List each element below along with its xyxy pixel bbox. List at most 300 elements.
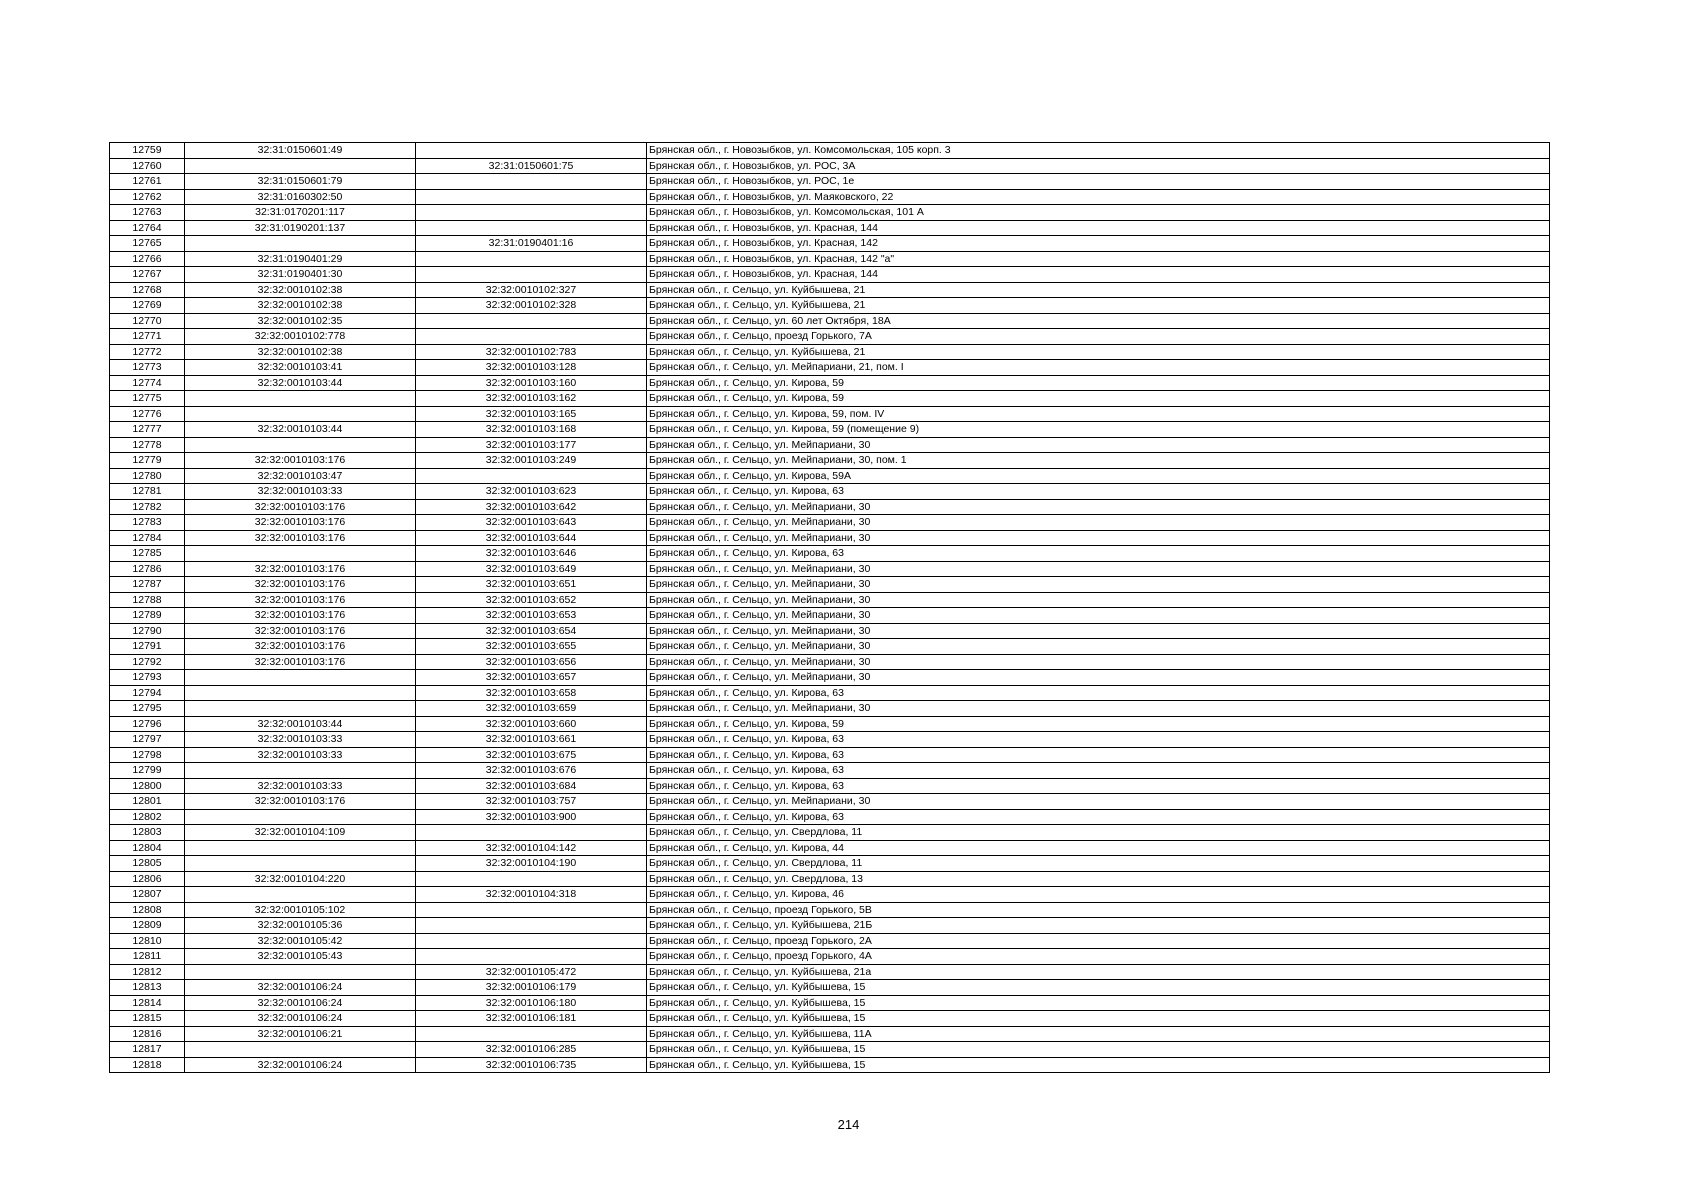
- cadastral-object-cell: 32:32:0010102:328: [416, 298, 647, 314]
- row-number-cell: 12769: [110, 298, 185, 314]
- cadastral-parcel-cell: 32:32:0010106:24: [185, 1011, 416, 1027]
- cadastral-object-cell: 32:31:0190401:16: [416, 236, 647, 252]
- address-cell: Брянская обл., г. Сельцо, проезд Горького, 5В: [647, 902, 1550, 918]
- cadastral-parcel-cell: 32:32:0010103:176: [185, 639, 416, 655]
- row-number-cell: 12817: [110, 1042, 185, 1058]
- cadastral-parcel-cell: 32:31:0150601:79: [185, 174, 416, 190]
- cadastral-parcel-cell: [185, 158, 416, 174]
- row-number-cell: 12802: [110, 809, 185, 825]
- cadastral-parcel-cell: 32:32:0010103:33: [185, 778, 416, 794]
- cadastral-parcel-cell: 32:32:0010102:38: [185, 298, 416, 314]
- row-number-cell: 12792: [110, 654, 185, 670]
- cadastral-object-cell: [416, 205, 647, 221]
- table-row: [110, 747, 1550, 763]
- table-row: [110, 205, 1550, 221]
- table-row: [110, 158, 1550, 174]
- cadastral-object-cell: [416, 825, 647, 841]
- cadastral-parcel-cell: 32:32:0010103:176: [185, 654, 416, 670]
- row-number-cell: 12803: [110, 825, 185, 841]
- cadastral-object-cell: 32:32:0010106:285: [416, 1042, 647, 1058]
- address-cell: Брянская обл., г. Новозыбков, ул. Комсомольская, 101 А: [647, 205, 1550, 221]
- cadastral-parcel-cell: 32:32:0010103:33: [185, 732, 416, 748]
- cadastral-object-cell: 32:32:0010106:181: [416, 1011, 647, 1027]
- cadastral-parcel-cell: [185, 236, 416, 252]
- cadastral-object-cell: 32:32:0010103:653: [416, 608, 647, 624]
- row-number-cell: 12761: [110, 174, 185, 190]
- table-row: [110, 189, 1550, 205]
- table-row: [110, 980, 1550, 996]
- cadastral-object-cell: 32:32:0010105:472: [416, 964, 647, 980]
- table-row: [110, 437, 1550, 453]
- page-number: 214: [837, 1117, 860, 1132]
- cadastral-object-cell: [416, 329, 647, 345]
- cadastral-object-cell: [416, 174, 647, 190]
- table-row: [110, 809, 1550, 825]
- table-row: [110, 825, 1550, 841]
- table-row: [110, 422, 1550, 438]
- row-number-cell: 12795: [110, 701, 185, 717]
- cadastral-object-cell: 32:32:0010103:684: [416, 778, 647, 794]
- cadastral-parcel-cell: 32:32:0010103:176: [185, 515, 416, 531]
- row-number-cell: 12796: [110, 716, 185, 732]
- row-number-cell: 12768: [110, 282, 185, 298]
- row-number-cell: 12809: [110, 918, 185, 934]
- row-number-cell: 12772: [110, 344, 185, 360]
- table-row: [110, 887, 1550, 903]
- table-row: [110, 995, 1550, 1011]
- row-number-cell: 12764: [110, 220, 185, 236]
- row-number-cell: 12805: [110, 856, 185, 872]
- cadastral-object-cell: 32:32:0010104:142: [416, 840, 647, 856]
- cadastral-parcel-cell: [185, 1042, 416, 1058]
- table-row: [110, 329, 1550, 345]
- address-cell: Брянская обл., г. Сельцо, ул. Кирова, 44: [647, 840, 1550, 856]
- table-row: [110, 313, 1550, 329]
- cadastral-parcel-cell: 32:32:0010106:21: [185, 1026, 416, 1042]
- cadastral-object-cell: [416, 1026, 647, 1042]
- cadastral-parcel-cell: 32:32:0010103:176: [185, 794, 416, 810]
- address-cell: Брянская обл., г. Сельцо, ул. Куйбышева, 21: [647, 298, 1550, 314]
- row-number-cell: 12781: [110, 484, 185, 500]
- address-cell: Брянская обл., г. Сельцо, ул. Мейпариани, 30: [647, 592, 1550, 608]
- row-number-cell: 12785: [110, 546, 185, 562]
- cadastral-object-cell: 32:32:0010103:160: [416, 375, 647, 391]
- address-cell: Брянская обл., г. Сельцо, ул. Кирова, 63: [647, 747, 1550, 763]
- address-cell: Брянская обл., г. Сельцо, ул. Куйбышева, 15: [647, 1011, 1550, 1027]
- row-number-cell: 12786: [110, 561, 185, 577]
- address-cell: Брянская обл., г. Сельцо, ул. Мейпариани, 30, пом. 1: [647, 453, 1550, 469]
- cadastral-object-cell: 32:32:0010103:177: [416, 437, 647, 453]
- table-row: [110, 468, 1550, 484]
- address-cell: Брянская обл., г. Сельцо, ул. Кирова, 59 (помещение 9): [647, 422, 1550, 438]
- cadastral-object-cell: [416, 220, 647, 236]
- address-cell: Брянская обл., г. Сельцо, ул. Мейпариани, 30: [647, 639, 1550, 655]
- cadastral-parcel-cell: 32:32:0010102:778: [185, 329, 416, 345]
- row-number-cell: 12774: [110, 375, 185, 391]
- row-number-cell: 12762: [110, 189, 185, 205]
- address-cell: Брянская обл., г. Сельцо, ул. Мейпариани, 30: [647, 670, 1550, 686]
- row-number-cell: 12816: [110, 1026, 185, 1042]
- address-cell: Брянская обл., г. Сельцо, ул. Куйбышева, 21: [647, 344, 1550, 360]
- table-row: [110, 391, 1550, 407]
- cadastral-object-cell: 32:32:0010103:900: [416, 809, 647, 825]
- property-table: [109, 142, 1550, 1073]
- cadastral-parcel-cell: 32:31:0190401:29: [185, 251, 416, 267]
- address-cell: Брянская обл., г. Новозыбков, ул. Красная, 144: [647, 267, 1550, 283]
- row-number-cell: 12793: [110, 670, 185, 686]
- cadastral-object-cell: 32:32:0010104:318: [416, 887, 647, 903]
- cadastral-parcel-cell: 32:32:0010103:41: [185, 360, 416, 376]
- table-row: [110, 902, 1550, 918]
- table-row: [110, 499, 1550, 515]
- table-row: [110, 1057, 1550, 1073]
- address-cell: Брянская обл., г. Новозыбков, ул. РОС, 1е: [647, 174, 1550, 190]
- cadastral-object-cell: 32:32:0010102:783: [416, 344, 647, 360]
- address-cell: Брянская обл., г. Сельцо, ул. Мейпариани, 30: [647, 515, 1550, 531]
- cadastral-parcel-cell: 32:31:0160302:50: [185, 189, 416, 205]
- table-row: [110, 1042, 1550, 1058]
- cadastral-parcel-cell: 32:32:0010103:44: [185, 375, 416, 391]
- cadastral-object-cell: 32:32:0010103:757: [416, 794, 647, 810]
- cadastral-parcel-cell: 32:31:0190401:30: [185, 267, 416, 283]
- cadastral-parcel-cell: 32:32:0010103:47: [185, 468, 416, 484]
- cadastral-parcel-cell: 32:32:0010103:176: [185, 577, 416, 593]
- table-row: [110, 840, 1550, 856]
- cadastral-parcel-cell: 32:32:0010103:33: [185, 747, 416, 763]
- cadastral-object-cell: 32:32:0010106:179: [416, 980, 647, 996]
- row-number-cell: 12797: [110, 732, 185, 748]
- table-row: [110, 267, 1550, 283]
- row-number-cell: 12814: [110, 995, 185, 1011]
- address-cell: Брянская обл., г. Новозыбков, ул. Красная, 142 "а": [647, 251, 1550, 267]
- row-number-cell: 12789: [110, 608, 185, 624]
- row-number-cell: 12765: [110, 236, 185, 252]
- cadastral-object-cell: 32:32:0010106:180: [416, 995, 647, 1011]
- cadastral-object-cell: [416, 468, 647, 484]
- table-row: [110, 685, 1550, 701]
- address-cell: Брянская обл., г. Сельцо, ул. Мейпариани, 30: [647, 499, 1550, 515]
- address-cell: Брянская обл., г. Сельцо, ул. Кирова, 63: [647, 763, 1550, 779]
- address-cell: Брянская обл., г. Новозыбков, ул. Красная, 144: [647, 220, 1550, 236]
- cadastral-parcel-cell: [185, 701, 416, 717]
- address-cell: Брянская обл., г. Сельцо, ул. Кирова, 63: [647, 546, 1550, 562]
- address-cell: Брянская обл., г. Сельцо, ул. Мейпариани, 21, пом. I: [647, 360, 1550, 376]
- address-cell: Брянская обл., г. Сельцо, ул. Свердлова, 11: [647, 825, 1550, 841]
- cadastral-object-cell: 32:32:0010103:661: [416, 732, 647, 748]
- address-cell: Брянская обл., г. Сельцо, ул. Свердлова, 11: [647, 856, 1550, 872]
- cadastral-object-cell: 32:32:0010103:642: [416, 499, 647, 515]
- table-row: [110, 344, 1550, 360]
- cadastral-parcel-cell: 32:31:0150601:49: [185, 143, 416, 159]
- address-cell: Брянская обл., г. Сельцо, ул. Кирова, 59: [647, 716, 1550, 732]
- address-cell: Брянская обл., г. Сельцо, ул. Кирова, 59: [647, 375, 1550, 391]
- cadastral-object-cell: [416, 918, 647, 934]
- cadastral-object-cell: 32:32:0010103:165: [416, 406, 647, 422]
- cadastral-object-cell: 32:32:0010103:651: [416, 577, 647, 593]
- cadastral-object-cell: 32:32:0010103:656: [416, 654, 647, 670]
- cadastral-object-cell: 32:32:0010103:654: [416, 623, 647, 639]
- address-cell: Брянская обл., г. Сельцо, ул. Кирова, 59: [647, 391, 1550, 407]
- cadastral-object-cell: 32:32:0010103:644: [416, 530, 647, 546]
- row-number-cell: 12780: [110, 468, 185, 484]
- cadastral-object-cell: 32:32:0010103:660: [416, 716, 647, 732]
- address-cell: Брянская обл., г. Сельцо, ул. Куйбышева, 21а: [647, 964, 1550, 980]
- row-number-cell: 12770: [110, 313, 185, 329]
- table-row: [110, 701, 1550, 717]
- cadastral-parcel-cell: 32:32:0010102:38: [185, 344, 416, 360]
- address-cell: Брянская обл., г. Сельцо, ул. Мейпариани, 30: [647, 794, 1550, 810]
- cadastral-object-cell: 32:32:0010103:162: [416, 391, 647, 407]
- cadastral-parcel-cell: [185, 887, 416, 903]
- table-row: [110, 871, 1550, 887]
- cadastral-object-cell: [416, 871, 647, 887]
- cadastral-object-cell: 32:32:0010103:676: [416, 763, 647, 779]
- row-number-cell: 12808: [110, 902, 185, 918]
- address-cell: Брянская обл., г. Сельцо, ул. Кирова, 63: [647, 732, 1550, 748]
- table-row: [110, 220, 1550, 236]
- row-number-cell: 12810: [110, 933, 185, 949]
- address-cell: Брянская обл., г. Сельцо, ул. Куйбышева, 15: [647, 1057, 1550, 1073]
- cadastral-parcel-cell: [185, 809, 416, 825]
- row-number-cell: 12794: [110, 685, 185, 701]
- cadastral-parcel-cell: [185, 546, 416, 562]
- row-number-cell: 12773: [110, 360, 185, 376]
- row-number-cell: 12815: [110, 1011, 185, 1027]
- cadastral-object-cell: 32:32:0010103:623: [416, 484, 647, 500]
- table-row: [110, 964, 1550, 980]
- row-number-cell: 12771: [110, 329, 185, 345]
- row-number-cell: 12812: [110, 964, 185, 980]
- address-cell: Брянская обл., г. Сельцо, ул. Куйбышева, 21Б: [647, 918, 1550, 934]
- cadastral-object-cell: 32:32:0010103:249: [416, 453, 647, 469]
- address-cell: Брянская обл., г. Сельцо, ул. Кирова, 59А: [647, 468, 1550, 484]
- table-row: [110, 515, 1550, 531]
- row-number-cell: 12798: [110, 747, 185, 763]
- table-row: [110, 530, 1550, 546]
- row-number-cell: 12777: [110, 422, 185, 438]
- table-row: [110, 375, 1550, 391]
- cadastral-parcel-cell: [185, 856, 416, 872]
- cadastral-object-cell: 32:32:0010103:659: [416, 701, 647, 717]
- row-number-cell: 12760: [110, 158, 185, 174]
- cadastral-parcel-cell: 32:32:0010103:176: [185, 608, 416, 624]
- table-row: [110, 484, 1550, 500]
- row-number-cell: 12782: [110, 499, 185, 515]
- cadastral-object-cell: [416, 251, 647, 267]
- cadastral-parcel-cell: [185, 406, 416, 422]
- row-number-cell: 12759: [110, 143, 185, 159]
- row-number-cell: 12790: [110, 623, 185, 639]
- row-number-cell: 12778: [110, 437, 185, 453]
- table-row: [110, 856, 1550, 872]
- cadastral-object-cell: 32:31:0150601:75: [416, 158, 647, 174]
- address-cell: Брянская обл., г. Новозыбков, ул. Комсомольская, 105 корп. 3: [647, 143, 1550, 159]
- table-row: [110, 654, 1550, 670]
- cadastral-parcel-cell: 32:32:0010105:36: [185, 918, 416, 934]
- cadastral-object-cell: [416, 933, 647, 949]
- cadastral-parcel-cell: [185, 685, 416, 701]
- table-row: [110, 670, 1550, 686]
- address-cell: Брянская обл., г. Сельцо, ул. Кирова, 59, пом. IV: [647, 406, 1550, 422]
- cadastral-parcel-cell: [185, 670, 416, 686]
- table-row: [110, 933, 1550, 949]
- row-number-cell: 12801: [110, 794, 185, 810]
- table-row: [110, 298, 1550, 314]
- table-row: [110, 1011, 1550, 1027]
- row-number-cell: 12784: [110, 530, 185, 546]
- cadastral-parcel-cell: 32:32:0010102:38: [185, 282, 416, 298]
- cadastral-parcel-cell: [185, 437, 416, 453]
- row-number-cell: 12763: [110, 205, 185, 221]
- cadastral-parcel-cell: 32:32:0010103:176: [185, 530, 416, 546]
- row-number-cell: 12806: [110, 871, 185, 887]
- row-number-cell: 12766: [110, 251, 185, 267]
- row-number-cell: 12799: [110, 763, 185, 779]
- row-number-cell: 12775: [110, 391, 185, 407]
- table-row: [110, 639, 1550, 655]
- address-cell: Брянская обл., г. Сельцо, ул. Мейпариани, 30: [647, 530, 1550, 546]
- cadastral-object-cell: [416, 902, 647, 918]
- table-row: [110, 282, 1550, 298]
- cadastral-object-cell: 32:32:0010103:657: [416, 670, 647, 686]
- row-number-cell: 12811: [110, 949, 185, 965]
- table-row: [110, 143, 1550, 159]
- table-row: [110, 406, 1550, 422]
- address-cell: Брянская обл., г. Новозыбков, ул. Маяковского, 22: [647, 189, 1550, 205]
- cadastral-object-cell: 32:32:0010103:643: [416, 515, 647, 531]
- address-cell: Брянская обл., г. Сельцо, ул. Мейпариани, 30: [647, 577, 1550, 593]
- cadastral-parcel-cell: 32:32:0010105:102: [185, 902, 416, 918]
- address-cell: Брянская обл., г. Сельцо, ул. 60 лет Октября, 18А: [647, 313, 1550, 329]
- table-row: [110, 623, 1550, 639]
- cadastral-object-cell: [416, 313, 647, 329]
- address-cell: Брянская обл., г. Сельцо, ул. Кирова, 46: [647, 887, 1550, 903]
- table-row: [110, 577, 1550, 593]
- table-row: [110, 236, 1550, 252]
- cadastral-object-cell: [416, 143, 647, 159]
- table-row: [110, 561, 1550, 577]
- cadastral-parcel-cell: 32:32:0010103:176: [185, 592, 416, 608]
- address-cell: Брянская обл., г. Сельцо, ул. Куйбышева, 15: [647, 1042, 1550, 1058]
- cadastral-object-cell: 32:32:0010103:649: [416, 561, 647, 577]
- table-row: [110, 453, 1550, 469]
- cadastral-parcel-cell: 32:32:0010103:33: [185, 484, 416, 500]
- cadastral-parcel-cell: [185, 391, 416, 407]
- table-row: [110, 360, 1550, 376]
- row-number-cell: 12783: [110, 515, 185, 531]
- table-row: [110, 732, 1550, 748]
- cadastral-parcel-cell: [185, 763, 416, 779]
- table-row: [110, 763, 1550, 779]
- address-cell: Брянская обл., г. Сельцо, ул. Кирова, 63: [647, 778, 1550, 794]
- address-cell: Брянская обл., г. Сельцо, проезд Горького, 4А: [647, 949, 1550, 965]
- address-cell: Брянская обл., г. Сельцо, ул. Кирова, 63: [647, 484, 1550, 500]
- cadastral-object-cell: [416, 189, 647, 205]
- cadastral-parcel-cell: 32:31:0190201:137: [185, 220, 416, 236]
- address-cell: Брянская обл., г. Новозыбков, ул. РОС, 3А: [647, 158, 1550, 174]
- cadastral-object-cell: [416, 949, 647, 965]
- cadastral-object-cell: 32:32:0010103:646: [416, 546, 647, 562]
- cadastral-parcel-cell: [185, 840, 416, 856]
- address-cell: Брянская обл., г. Сельцо, ул. Куйбышева, 21: [647, 282, 1550, 298]
- table-row: [110, 592, 1550, 608]
- cadastral-parcel-cell: 32:31:0170201:117: [185, 205, 416, 221]
- table-row: [110, 778, 1550, 794]
- property-table-body: [110, 143, 1550, 1073]
- row-number-cell: 12818: [110, 1057, 185, 1073]
- cadastral-object-cell: 32:32:0010103:128: [416, 360, 647, 376]
- row-number-cell: 12791: [110, 639, 185, 655]
- table-row: [110, 174, 1550, 190]
- cadastral-parcel-cell: 32:32:0010103:176: [185, 499, 416, 515]
- cadastral-object-cell: 32:32:0010103:675: [416, 747, 647, 763]
- cadastral-object-cell: 32:32:0010104:190: [416, 856, 647, 872]
- address-cell: Брянская обл., г. Сельцо, ул. Куйбышева, 11А: [647, 1026, 1550, 1042]
- cadastral-object-cell: 32:32:0010103:658: [416, 685, 647, 701]
- row-number-cell: 12767: [110, 267, 185, 283]
- cadastral-parcel-cell: 32:32:0010103:176: [185, 561, 416, 577]
- address-cell: Брянская обл., г. Новозыбков, ул. Красная, 142: [647, 236, 1550, 252]
- table-row: [110, 716, 1550, 732]
- cadastral-object-cell: [416, 267, 647, 283]
- address-cell: Брянская обл., г. Сельцо, ул. Мейпариани, 30: [647, 608, 1550, 624]
- cadastral-parcel-cell: [185, 964, 416, 980]
- row-number-cell: 12804: [110, 840, 185, 856]
- cadastral-parcel-cell: 32:32:0010103:44: [185, 422, 416, 438]
- table-row: [110, 918, 1550, 934]
- cadastral-parcel-cell: 32:32:0010106:24: [185, 1057, 416, 1073]
- address-cell: Брянская обл., г. Сельцо, проезд Горького, 7А: [647, 329, 1550, 345]
- row-number-cell: 12776: [110, 406, 185, 422]
- cadastral-parcel-cell: 32:32:0010103:176: [185, 453, 416, 469]
- row-number-cell: 12787: [110, 577, 185, 593]
- row-number-cell: 12813: [110, 980, 185, 996]
- table-row: [110, 1026, 1550, 1042]
- cadastral-object-cell: 32:32:0010103:652: [416, 592, 647, 608]
- cadastral-parcel-cell: 32:32:0010104:109: [185, 825, 416, 841]
- table-row: [110, 794, 1550, 810]
- address-cell: Брянская обл., г. Сельцо, ул. Мейпариани, 30: [647, 654, 1550, 670]
- cadastral-parcel-cell: 32:32:0010102:35: [185, 313, 416, 329]
- cadastral-parcel-cell: 32:32:0010104:220: [185, 871, 416, 887]
- address-cell: Брянская обл., г. Сельцо, ул. Кирова, 63: [647, 685, 1550, 701]
- table-row: [110, 949, 1550, 965]
- address-cell: Брянская обл., г. Сельцо, ул. Свердлова, 13: [647, 871, 1550, 887]
- table-row: [110, 608, 1550, 624]
- address-cell: Брянская обл., г. Сельцо, ул. Мейпариани, 30: [647, 437, 1550, 453]
- cadastral-object-cell: 32:32:0010102:327: [416, 282, 647, 298]
- row-number-cell: 12788: [110, 592, 185, 608]
- row-number-cell: 12800: [110, 778, 185, 794]
- address-cell: Брянская обл., г. Сельцо, ул. Мейпариани, 30: [647, 701, 1550, 717]
- address-cell: Брянская обл., г. Сельцо, ул. Кирова, 63: [647, 809, 1550, 825]
- cadastral-parcel-cell: 32:32:0010106:24: [185, 980, 416, 996]
- cadastral-parcel-cell: 32:32:0010105:43: [185, 949, 416, 965]
- row-number-cell: 12779: [110, 453, 185, 469]
- cadastral-parcel-cell: 32:32:0010103:176: [185, 623, 416, 639]
- cadastral-object-cell: 32:32:0010103:655: [416, 639, 647, 655]
- cadastral-parcel-cell: 32:32:0010106:24: [185, 995, 416, 1011]
- address-cell: Брянская обл., г. Сельцо, ул. Мейпариани, 30: [647, 623, 1550, 639]
- table-row: [110, 546, 1550, 562]
- address-cell: Брянская обл., г. Сельцо, ул. Мейпариани, 30: [647, 561, 1550, 577]
- address-cell: Брянская обл., г. Сельцо, ул. Куйбышева, 15: [647, 980, 1550, 996]
- cadastral-object-cell: 32:32:0010103:168: [416, 422, 647, 438]
- row-number-cell: 12807: [110, 887, 185, 903]
- cadastral-parcel-cell: 32:32:0010105:42: [185, 933, 416, 949]
- address-cell: Брянская обл., г. Сельцо, проезд Горького, 2А: [647, 933, 1550, 949]
- table-row: [110, 251, 1550, 267]
